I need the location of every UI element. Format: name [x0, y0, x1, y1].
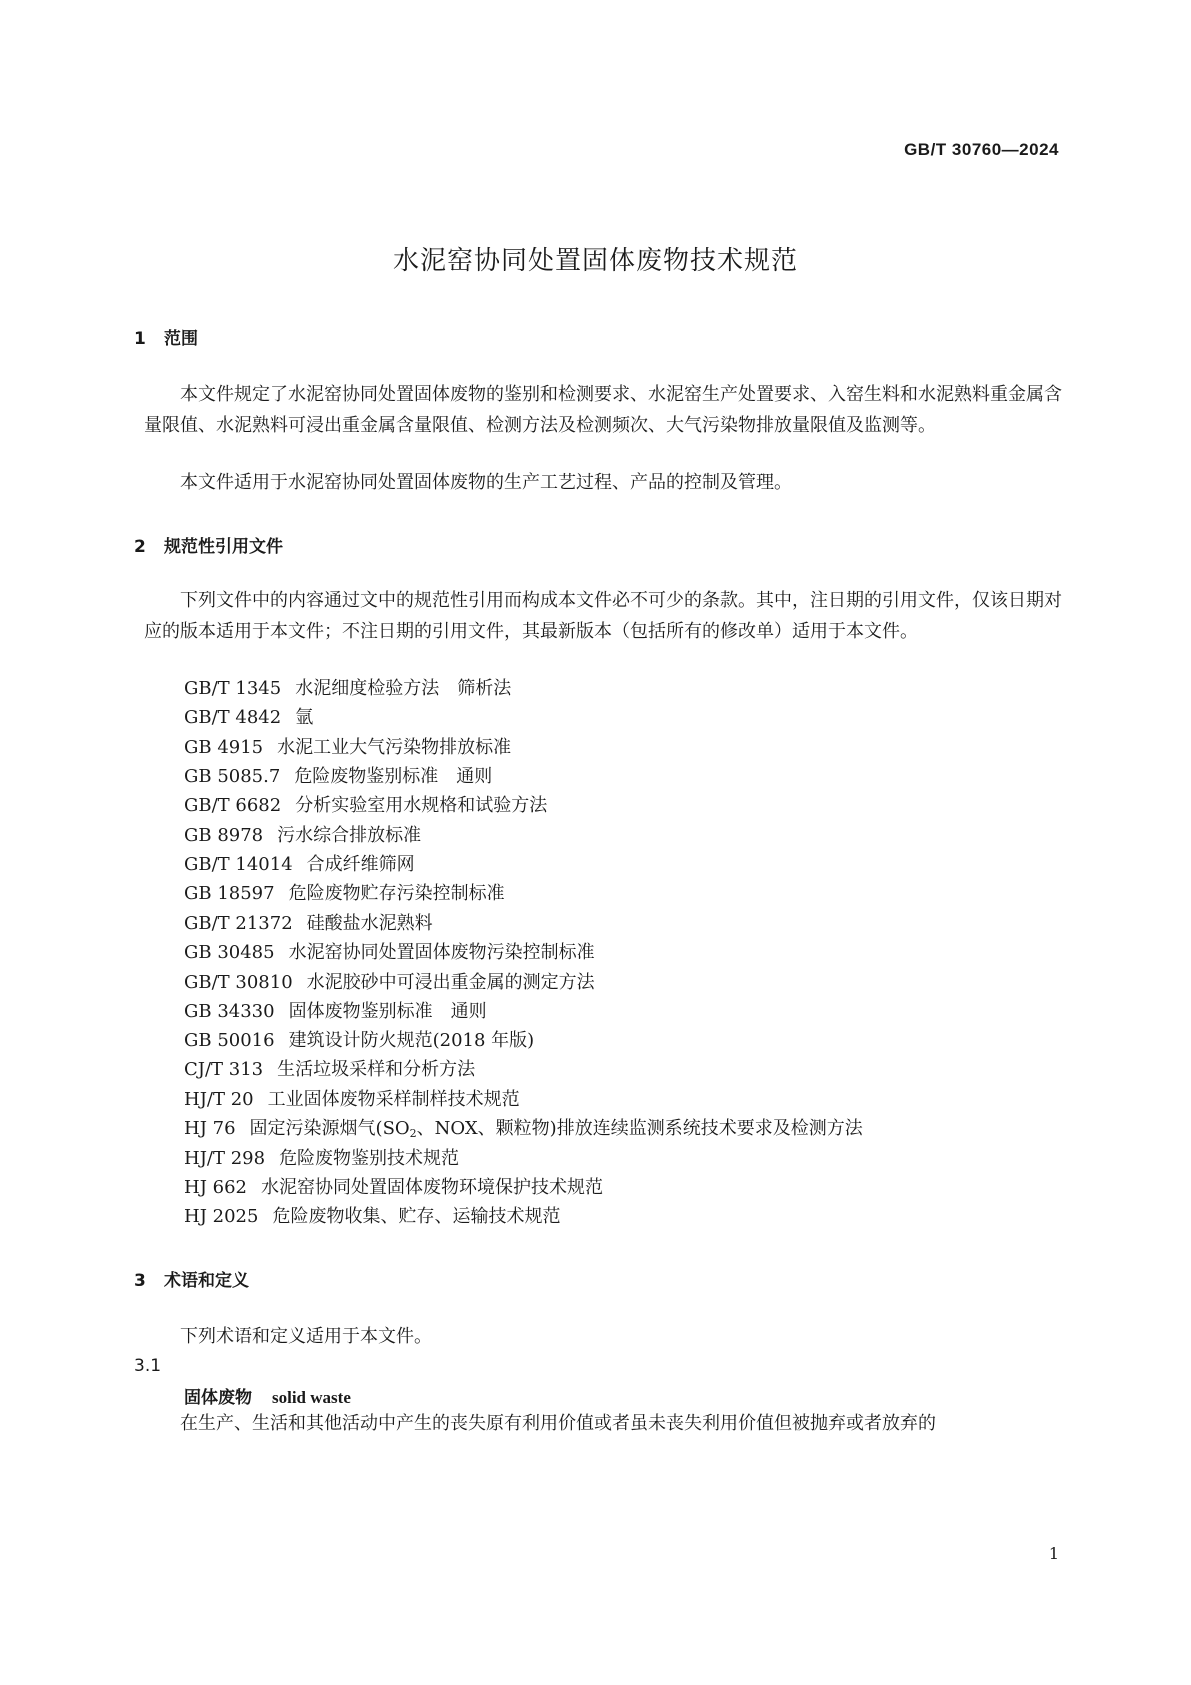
reference-code: HJ 2025 [184, 1206, 259, 1227]
reference-title: 生活垃圾采样和分析方法 [277, 1059, 476, 1080]
reference-item [184, 673, 511, 704]
page-number: 1 [1048, 1544, 1059, 1563]
reference-title [250, 1118, 863, 1139]
reference-title: 建筑设计防火规范(2018 年版) [288, 1030, 535, 1051]
subscript: 2 [409, 1127, 417, 1140]
section-title: 范围 [164, 329, 198, 349]
reference-title: 危险废物鉴别标准 通则 [294, 766, 493, 787]
reference-item [184, 790, 547, 821]
reference-code: GB/T 30810 [184, 972, 293, 993]
reference-code: GB/T 6682 [184, 795, 282, 816]
reference-title-part: 、NOX、颗粒物)排放连续监测系统技术要求及检测方法 [416, 1118, 863, 1139]
reference-title: 污水综合排放标准 [277, 825, 422, 846]
reference-item [184, 996, 487, 1027]
reference-code: HJ/T 298 [184, 1148, 266, 1169]
reference-code: GB/T 1345 [184, 678, 282, 699]
section-title: 规范性引用文件 [164, 537, 283, 557]
section-1-heading [134, 324, 198, 349]
reference-code: GB 18597 [184, 883, 275, 904]
reference-code: GB 5085.7 [184, 766, 281, 787]
reference-code: GB/T 4842 [184, 707, 282, 728]
section-number: 2 [134, 537, 146, 557]
term-definition: 在生产、生活和其他活动中产生的丧失原有利用价值或者虽未丧失利用价值但被抛弃或者放弃的 [180, 1413, 936, 1434]
reference-title: 合成纤维筛网 [306, 854, 415, 875]
reference-title: 危险废物贮存污染控制标准 [288, 883, 505, 904]
reference-title-part: 固定污染源烟气(SO [249, 1118, 410, 1139]
term-chinese: 固体废物 [184, 1388, 252, 1408]
reference-title: 水泥细度检验方法 筛析法 [295, 678, 512, 699]
reference-item [184, 908, 433, 939]
reference-item [184, 878, 505, 909]
reference-title: 危险废物鉴别技术规范 [279, 1148, 460, 1169]
reference-item [184, 820, 421, 851]
reference-item [184, 1025, 534, 1056]
reference-code: GB 50016 [184, 1030, 275, 1051]
reference-item [184, 967, 595, 998]
section-1-paragraph-2: 本文件适用于水泥窑协同处置固体废物的生产工艺过程、产品的控制及管理。 [180, 472, 792, 493]
standard-code: GB/T 30760—2024 [904, 140, 1059, 159]
reference-code: GB 4915 [184, 737, 264, 758]
reference-title: 水泥窑协同处置固体废物污染控制标准 [288, 942, 595, 963]
term-number: 3.1 [134, 1356, 162, 1376]
reference-title: 水泥胶砂中可浸出重金属的测定方法 [306, 972, 595, 993]
section-2-intro: 下列文件中的内容通过文中的规范性引用而构成本文件必不可少的条款。其中，注日期的引用文件，仅该日期对应的版本适用于本文件；不注日期的引用文件，其最新版本（包括所有的修改单）适用于本文件。 [144, 590, 1062, 642]
reference-item [184, 937, 595, 968]
reference-item [184, 702, 313, 733]
section-1-paragraph-1: 本文件规定了水泥窑协同处置固体废物的鉴别和检测要求、水泥窑生产处置要求、入窑生料和水泥熟料重金属含量限值、水泥熟料可浸出重金属含量限值、检测方法及检测频次、大气污染物排放量限值及监测等。 [144, 384, 1062, 436]
reference-item [184, 1172, 603, 1203]
reference-code: GB/T 21372 [184, 913, 293, 934]
reference-title: 危险废物收集、贮存、运输技术规范 [272, 1206, 561, 1227]
reference-title: 固体废物鉴别标准 通则 [288, 1001, 487, 1022]
term-english: solid waste [272, 1388, 351, 1407]
section-3-heading [134, 1266, 249, 1291]
reference-title: 硅酸盐水泥熟料 [306, 913, 433, 934]
section-3-intro: 下列术语和定义适用于本文件。 [180, 1326, 432, 1347]
reference-title: 氩 [295, 707, 314, 728]
reference-title: 工业固体废物采样制样技术规范 [267, 1089, 520, 1110]
reference-item [184, 761, 492, 792]
reference-code: HJ/T 20 [184, 1089, 254, 1110]
reference-code: CJ/T 313 [184, 1059, 264, 1080]
reference-code: GB/T 14014 [184, 854, 293, 875]
reference-code: HJ 76 [184, 1118, 236, 1139]
section-2-heading [134, 532, 283, 557]
reference-title: 分析实验室用水规格和试验方法 [295, 795, 548, 816]
term-heading [184, 1383, 351, 1408]
reference-item [184, 1143, 459, 1174]
reference-code: GB 30485 [184, 942, 275, 963]
reference-item [184, 1054, 475, 1085]
section-number: 1 [134, 329, 146, 349]
section-title: 术语和定义 [164, 1271, 249, 1291]
reference-code: GB 34330 [184, 1001, 275, 1022]
reference-item [184, 1201, 560, 1232]
reference-item [184, 849, 415, 880]
section-number: 3 [134, 1271, 146, 1291]
reference-code: HJ 662 [184, 1177, 247, 1198]
reference-title: 水泥窑协同处置固体废物环境保护技术规范 [261, 1177, 603, 1198]
reference-item [184, 1084, 520, 1115]
document-title: 水泥窑协同处置固体废物技术规范 [392, 246, 798, 276]
reference-title: 水泥工业大气污染物排放标准 [277, 737, 512, 758]
reference-code: GB 8978 [184, 825, 264, 846]
reference-item [184, 732, 511, 763]
